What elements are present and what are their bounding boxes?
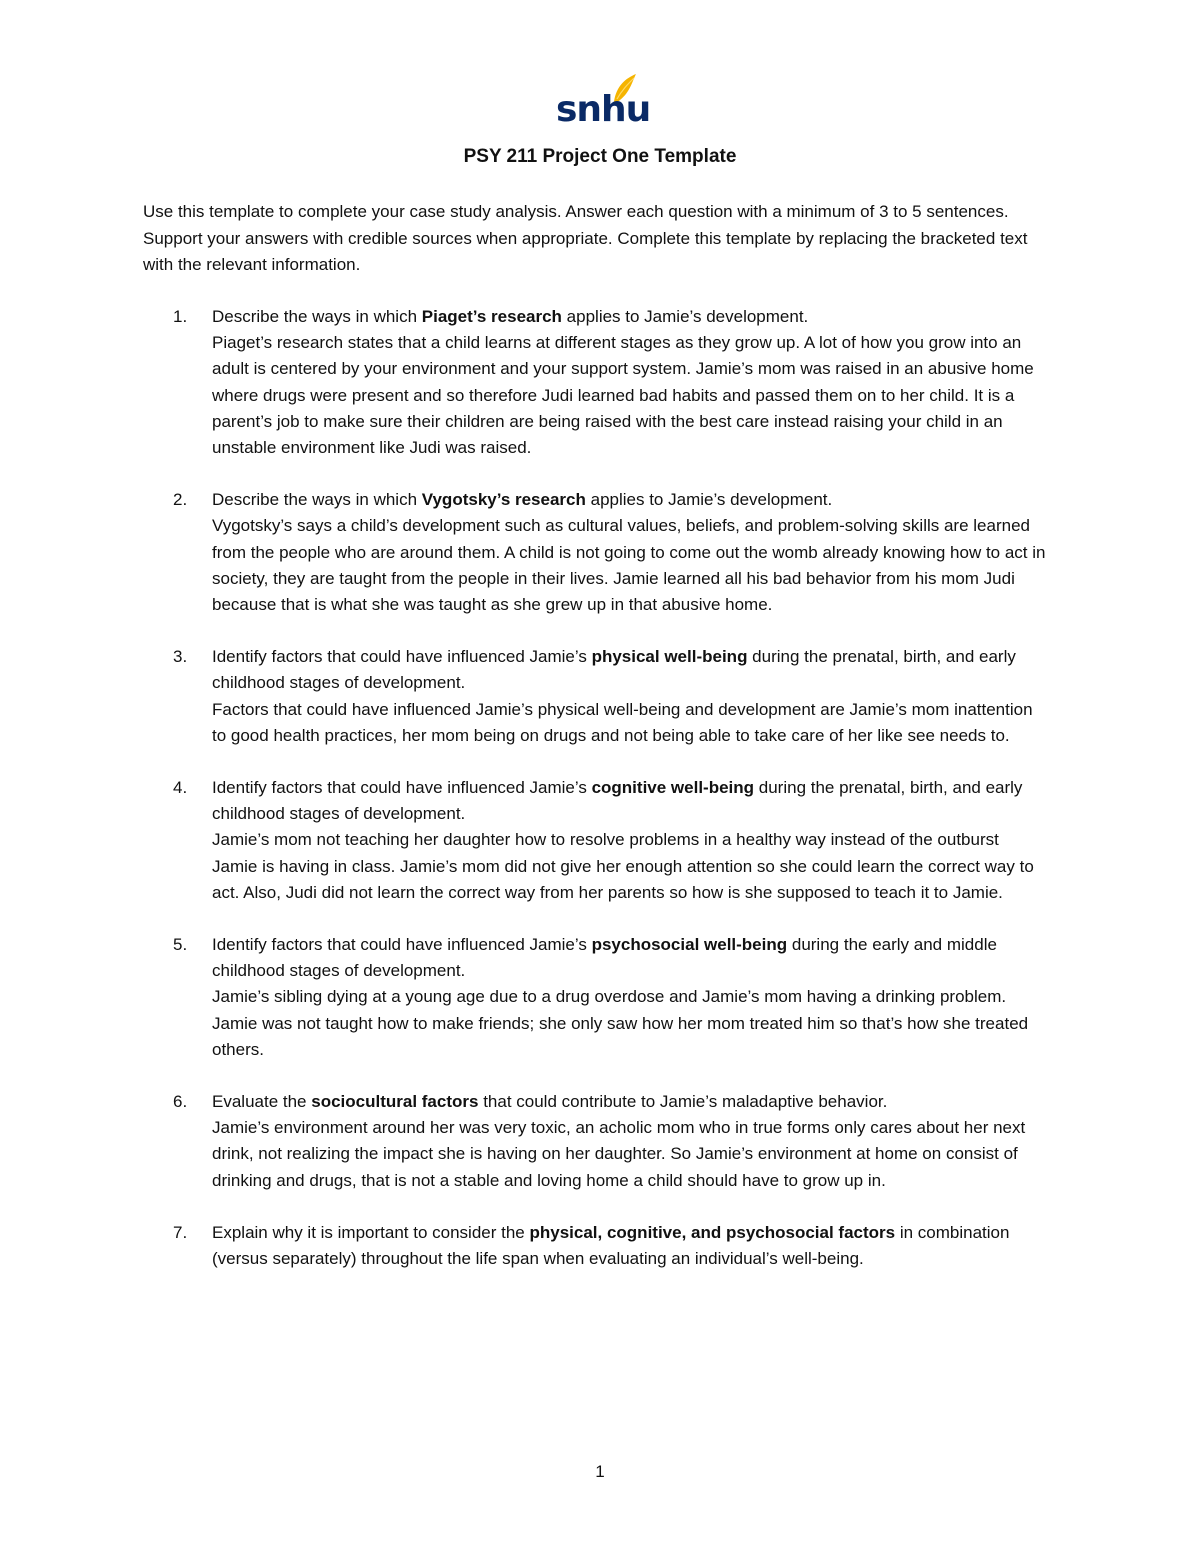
question-number: 6. xyxy=(173,1092,188,1112)
question-answer: Piaget’s research states that a child learns at different stages as they grow up. A lot of how you grow into an adult is centered by your environment and your support system. Jamie’s mom was raised in an abusive home where drugs were present and so therefore Judi learned bad habits and passed them on to her child. It is a parent’s job to make sure their children are being raised with the best care instead raising your child in an unstable environment like Judi was raised. xyxy=(212,333,1034,458)
question-item xyxy=(143,1089,1048,1194)
question-item xyxy=(143,304,1048,461)
question-prompt: Describe the ways in which Vygotsky’s research applies to Jamie’s development. xyxy=(212,490,833,510)
question-prompt: Describe the ways in which Piaget’s research applies to Jamie’s development. xyxy=(212,307,809,326)
page-number: 1 xyxy=(595,1462,605,1481)
question-list xyxy=(143,304,1048,1272)
page-title: PSY 211 Project One Template xyxy=(463,146,737,167)
question-number: 5. xyxy=(173,935,188,955)
question-answer: Vygotsky’s says a child’s development such as cultural values, beliefs, and problem-solving skills are learned from the people who are around them. A child is not going to come out the womb already knowing how to act in society, they are taught from the people in their lives. Jamie learned all his bad behavior from his mom Judi because that is what she was taught as she grew up in that abusive home. xyxy=(212,516,1046,615)
question-answer: Jamie’s sibling dying at a young age due to a drug overdose and Jamie’s mom having a drinking problem. Jamie was not taught how to make friends; she only saw how her mom treated him so that’s how she treated others. xyxy=(212,987,1029,1059)
question-number: 4. xyxy=(173,778,188,798)
question-number: 3. xyxy=(173,647,188,667)
question-number: 7. xyxy=(173,1222,188,1242)
logo-wordmark: snhu xyxy=(556,89,651,130)
question-answer: Jamie’s environment around her was very toxic, an acholic mom who in true forms only cares about her next drink, not realizing the impact she is having on her daughter. So Jamie’s environment at home on consist of drinking and drugs, that is not a stable and loving home a child should have to grow up in. xyxy=(212,1118,1026,1190)
question-prompt: Explain why it is important to consider the physical, cognitive, and psychosocial factors in combination (versus separately) throughout the life span when evaluating an individual’s well-being. xyxy=(212,1222,1010,1269)
question-prompt: Identify factors that could have influenced Jamie’s psychosocial well-being during the early and middle childhood stages of development. xyxy=(212,935,997,981)
snhu-logo xyxy=(554,72,651,134)
question-item xyxy=(143,644,1048,749)
question-item xyxy=(143,775,1048,906)
question-answer: Jamie’s mom not teaching her daughter how to resolve problems in a healthy way instead of the outburst Jamie is having in class. Jamie’s mom did not give her enough attention so she could learn the correct way to act. Also, Judi did not learn the correct way from her parents so how is she supposed to teach it to Jamie. xyxy=(212,830,1034,902)
intro-paragraph: Use this template to complete your case study analysis. Answer each question with a minimum of 3 to 5 sentences. Support your answers with credible sources when appropriate. Complete this template by replacing the bracketed text with the relevant information. xyxy=(143,202,1028,274)
question-number: 1. xyxy=(173,307,188,326)
question-prompt: Evaluate the sociocultural factors that could contribute to Jamie’s maladaptive behavior. xyxy=(212,1092,888,1112)
question-number: 2. xyxy=(173,490,188,510)
question-prompt: Identify factors that could have influenced Jamie’s physical well-being during the prenatal, birth, and early childhood stages of development. xyxy=(212,647,1016,693)
question-prompt: Identify factors that could have influenced Jamie’s cognitive well-being during the prenatal, birth, and early childhood stages of development. xyxy=(212,778,1023,824)
question-item xyxy=(143,1220,1048,1272)
question-answer: Factors that could have influenced Jamie’s physical well-being and development are Jamie’s mom inattention to good health practices, her mom being on drugs and not being able to take care of her like see needs to. xyxy=(212,699,1033,745)
question-item xyxy=(143,932,1048,1063)
question-item xyxy=(143,487,1048,618)
